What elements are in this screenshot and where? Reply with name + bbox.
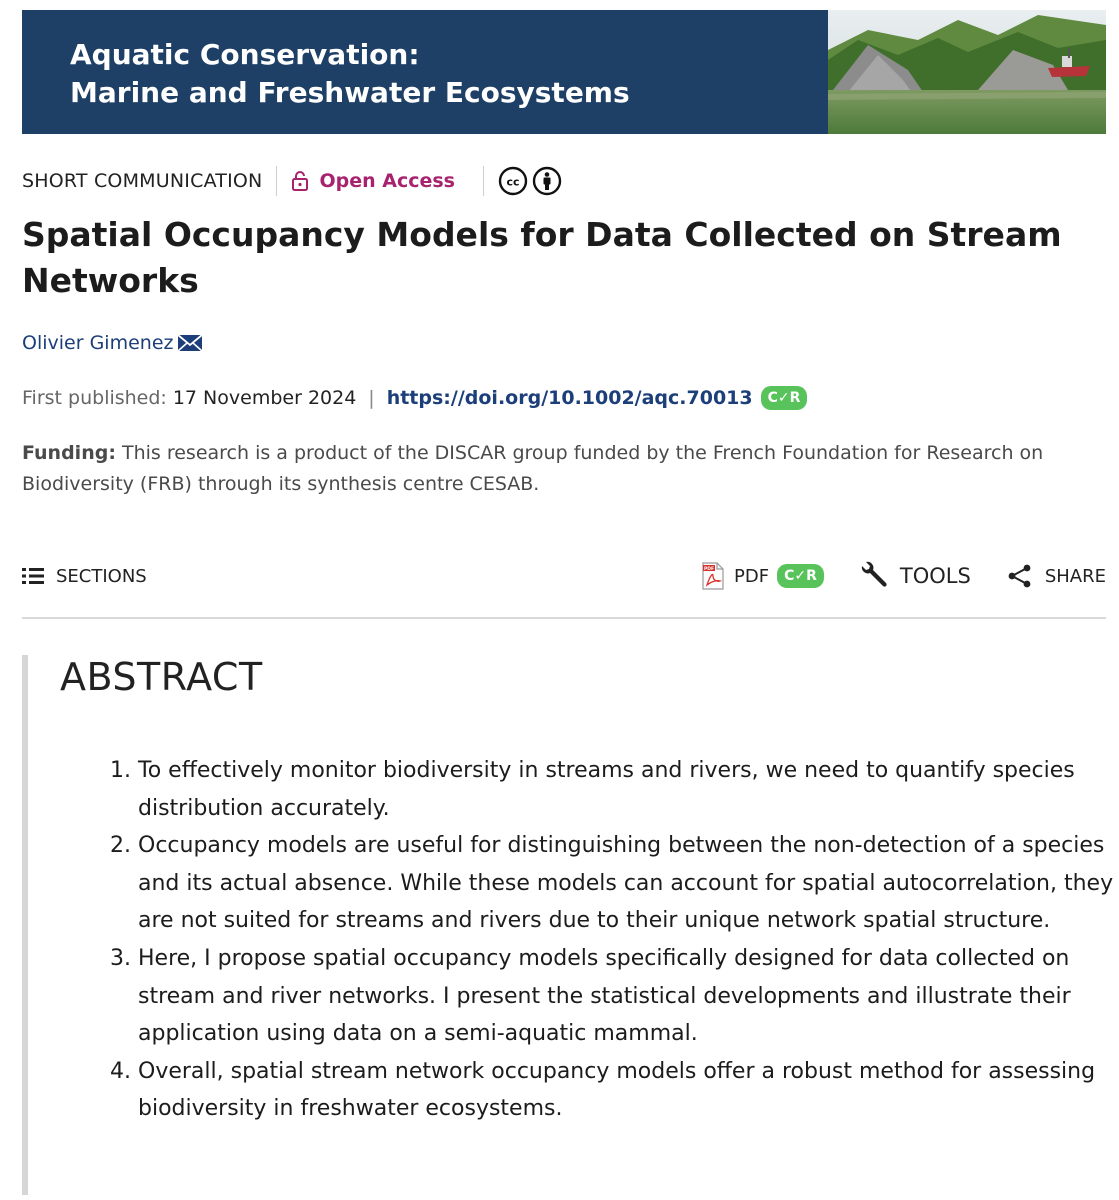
journal-title-line2: Marine and Freshwater Ecosystems	[70, 76, 630, 109]
mail-icon[interactable]	[177, 333, 203, 353]
cover-photo	[828, 10, 1106, 134]
sections-label: SECTIONS	[56, 565, 147, 587]
abstract-item: 1. To effectively monitor biodiversity in streams and rivers, we need to quantify species distribution accurately.	[138, 752, 1119, 827]
tools-label: TOOLS	[899, 564, 971, 588]
open-access-badge[interactable]	[291, 170, 455, 192]
separator: |	[368, 387, 375, 409]
first-published-date: 17 November 2024	[172, 387, 357, 409]
share-icon	[1007, 563, 1033, 589]
journal-banner[interactable]	[22, 10, 1106, 134]
divider	[276, 166, 277, 196]
share-button[interactable]	[1007, 563, 1106, 589]
abstract-heading: ABSTRACT	[60, 655, 263, 699]
svg-text:PDF: PDF	[703, 567, 715, 572]
abstract-item: 3. Here, I propose spatial occupancy models specifically designed for data collected on stream and river networks. I present the statistical developments and illustrate their application using data on a semi-aquatic mammal.	[138, 940, 1119, 1053]
abstract-item: 2. Occupancy models are useful for distinguishing between the non-detection of a species and its actual absence. While these models can account for spatial autocorrelation, they are not suited for streams and rivers due to their unique network spatial structure.	[138, 827, 1119, 940]
abstract-side-bar	[22, 655, 28, 1195]
list-icon	[22, 566, 44, 586]
license-icons[interactable]	[498, 166, 562, 196]
journal-title	[70, 36, 630, 112]
article-toolbar	[22, 556, 1106, 596]
article-title: Spatial Occupancy Models for Data Collected on Stream Networks	[22, 215, 1062, 300]
funding-statement	[22, 438, 1097, 500]
funding-label: Funding:	[22, 442, 116, 464]
share-label: SHARE	[1044, 565, 1106, 587]
wrench-icon	[858, 561, 888, 591]
author-link[interactable]	[22, 332, 203, 354]
publication-info	[22, 386, 807, 410]
sections-button[interactable]	[22, 566, 147, 587]
abstract-item: 4. Overall, spatial stream network occupancy models offer a robust method for assessing biodiversity in freshwater ecosystems.	[138, 1053, 1119, 1128]
pdf-button[interactable]	[702, 562, 824, 590]
pdf-crossref-badge: C✓R	[777, 564, 824, 588]
abstract-list	[105, 752, 1119, 1128]
journal-title-line1: Aquatic Conservation:	[70, 38, 420, 71]
pdf-label: PDF	[734, 565, 770, 587]
pdf-icon	[702, 562, 724, 590]
first-published-label: First published:	[22, 387, 167, 409]
open-access-label: Open Access	[319, 170, 455, 192]
lock-icon	[291, 170, 309, 192]
toolbar-divider	[22, 617, 1106, 619]
article-type: SHORT COMMUNICATION	[22, 170, 263, 192]
tools-button[interactable]	[858, 561, 971, 591]
author-name: Olivier Gimenez	[22, 332, 174, 354]
article-meta-row	[22, 162, 562, 200]
svg-text:cc: cc	[506, 175, 520, 189]
funding-text: This research is a product of the DISCAR group funded by the French Foundation for Research on Biodiversity (FRB) through its synthesis centre CESAB.	[22, 442, 1044, 495]
doi-link[interactable]: https://doi.org/10.1002/aqc.70013	[386, 387, 753, 409]
crossref-badge[interactable]: C✓R	[761, 386, 808, 410]
cc-icon	[498, 166, 528, 196]
divider	[483, 166, 484, 196]
attribution-icon	[532, 166, 562, 196]
